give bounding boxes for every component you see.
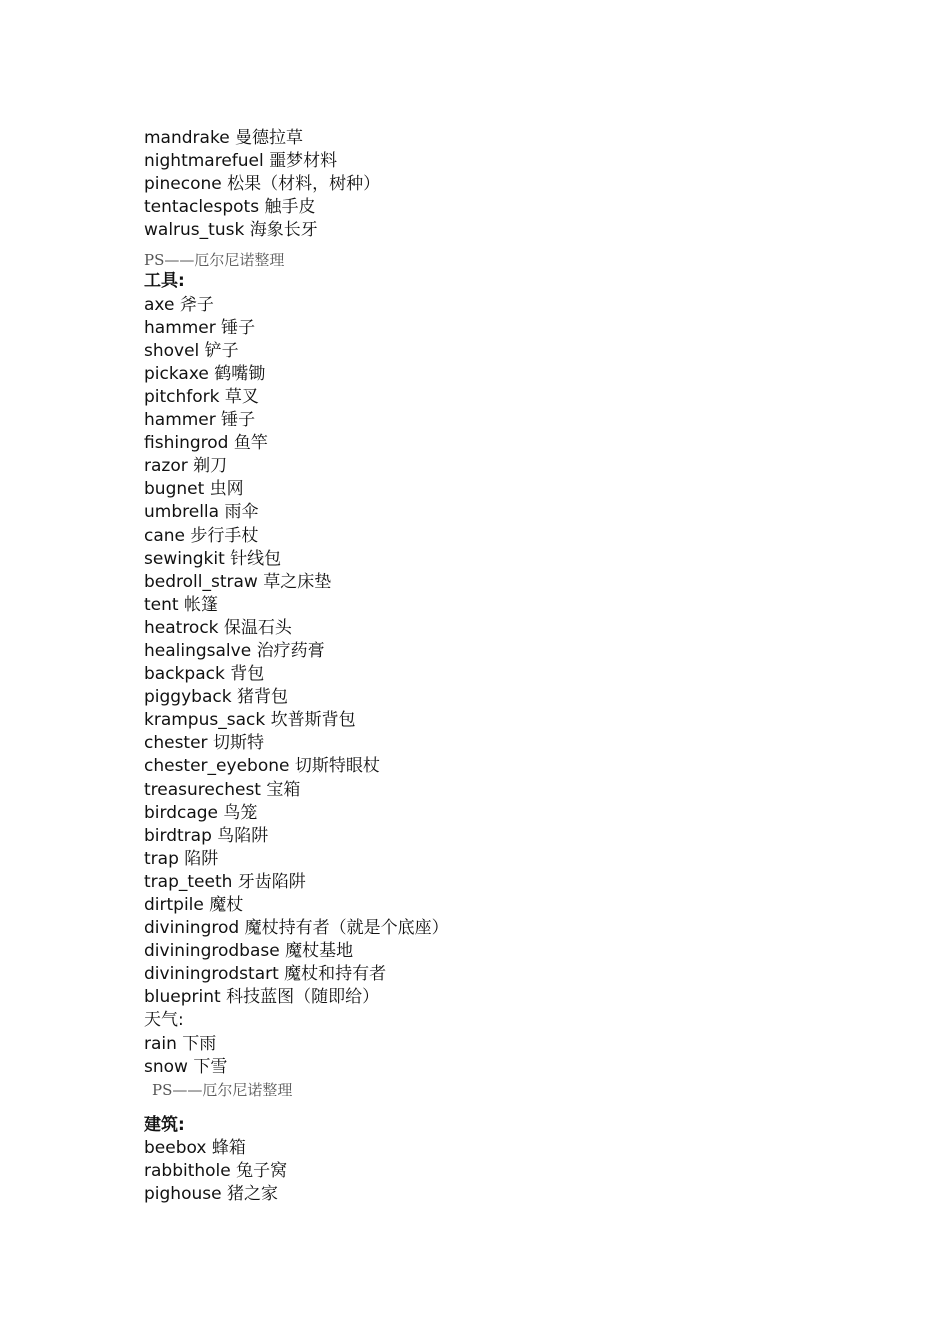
list-item: tentaclespots 触手皮 (144, 197, 316, 218)
list-item: pitchfork 草叉 (144, 386, 259, 407)
list-item: treasurechest 宝箱 (144, 779, 301, 800)
list-item: beebox 蜂箱 (144, 1137, 246, 1158)
section-heading-buildings: 建筑: (144, 1114, 185, 1135)
list-item: chester 切斯特 (144, 733, 264, 754)
list-item: hammer 锤子 (144, 317, 256, 338)
list-item: tent 帐篷 (144, 594, 218, 615)
item-list-top (144, 127, 844, 242)
list-item: pickaxe 鹤嘴锄 (144, 363, 266, 384)
list-item: nightmarefuel 噩梦材料 (144, 151, 338, 172)
list-item: snow 下雪 (144, 1056, 228, 1077)
list-item: birdtrap 鸟陷阱 (144, 825, 269, 846)
weather-section (144, 1009, 844, 1078)
list-item: chester_eyebone 切斯特眼杖 (144, 756, 380, 777)
list-item: trap 陷阱 (144, 848, 219, 869)
list-item: bedroll_straw 草之床垫 (144, 571, 332, 592)
list-item: mandrake 曼德拉草 (144, 128, 304, 148)
list-item: sewingkit 针线包 (144, 548, 282, 569)
list-item: axe 斧子 (144, 294, 214, 315)
list-item: backpack 背包 (144, 664, 265, 685)
tools-section (144, 270, 844, 1009)
list-item: birdcage 鸟笼 (144, 802, 258, 823)
list-item: shovel 铲子 (144, 340, 239, 361)
list-item: walrus_tusk 海象长牙 (144, 220, 318, 241)
list-item: diviningrodbase 魔杖基地 (144, 941, 354, 962)
list-item: bugnet 虫网 (144, 479, 244, 500)
list-item: diviningrodstart 魔杖和持有者 (144, 964, 387, 985)
list-item: diviningrod 魔杖持有者（就是个底座） (144, 918, 449, 939)
list-item: umbrella 雨伞 (144, 502, 259, 523)
list-item: dirtpile 魔杖 (144, 895, 244, 915)
list-item: pinecone 松果（材料，树种） (144, 174, 381, 195)
section-heading-weather: 天气: (144, 1010, 184, 1031)
list-item: pighouse 猪之家 (144, 1184, 278, 1205)
list-item: rain 下雨 (144, 1033, 217, 1054)
list-item: heatrock 保温石头 (144, 617, 292, 638)
list-item: trap_teeth 牙齿陷阱 (144, 871, 306, 892)
list-item: hammer 锤子 (144, 410, 256, 431)
section-heading-tools: 工具: (144, 271, 185, 292)
list-item: fishingrod 鱼竿 (144, 433, 268, 454)
buildings-section (144, 1114, 844, 1206)
list-item: rabbithole 兔子窝 (144, 1160, 288, 1181)
list-item: krampus_sack 坎普斯背包 (144, 710, 356, 731)
credit-note: PS——厄尔尼诺整理 (144, 251, 285, 270)
list-item: healingsalve 治疗药膏 (144, 640, 325, 661)
list-item: cane 步行手杖 (144, 525, 259, 546)
list-item: blueprint 科技蓝图（随即给） (144, 987, 380, 1008)
document-page (144, 127, 844, 1206)
list-item: razor 剃刀 (144, 456, 228, 477)
list-item: piggyback 猪背包 (144, 687, 288, 708)
credit-note: PS——厄尔尼诺整理 (152, 1080, 293, 1099)
